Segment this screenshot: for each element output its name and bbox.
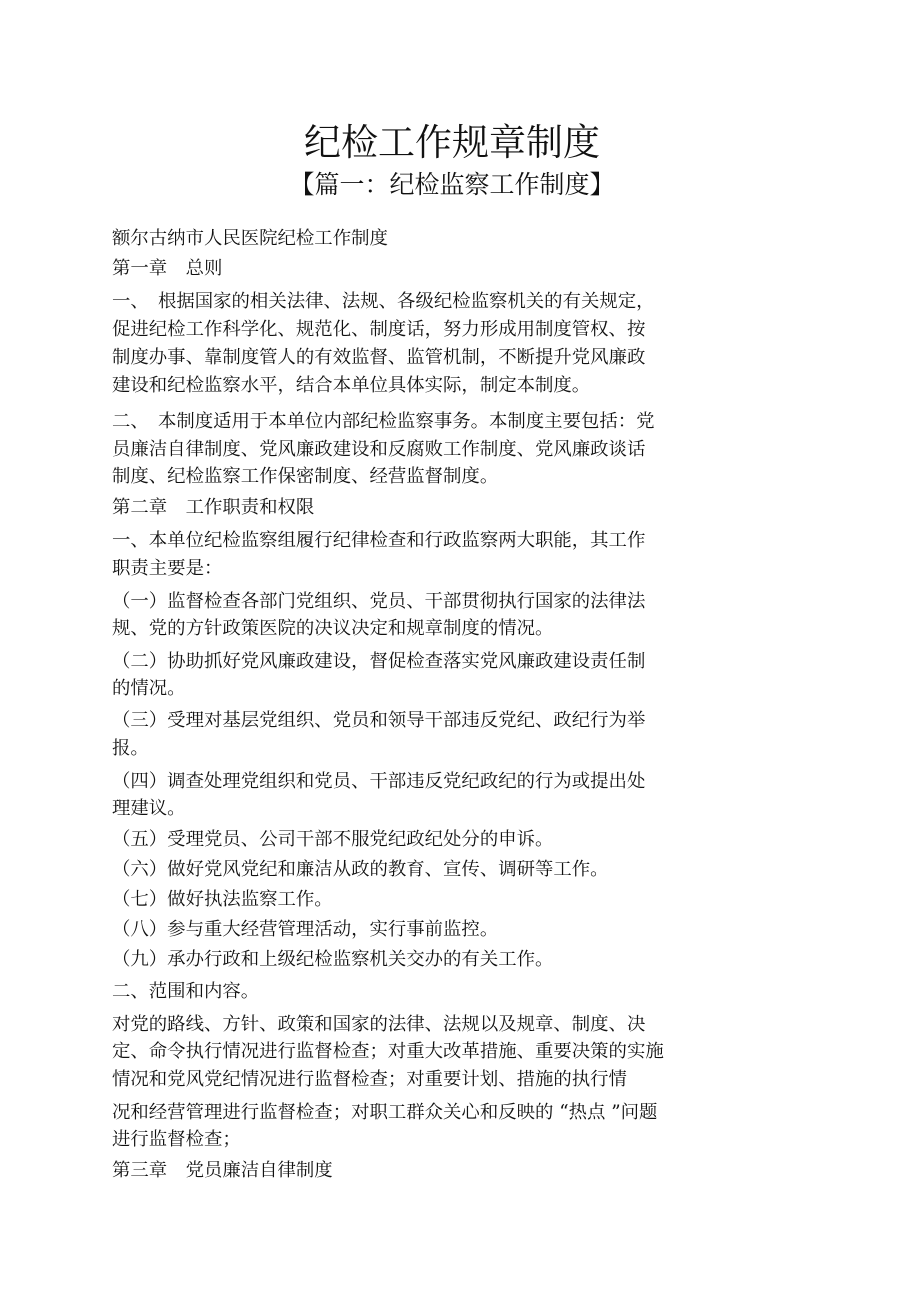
paragraph-line: 一、本单位纪检监察组履行纪律检查和行政监察两大职能，其工作	[112, 530, 646, 551]
paragraph-line: 况和经营管理进行监督检查；对职工群众关心和反映的 “热点 ”问题	[112, 1102, 658, 1123]
list-item-line: （五）受理党员、公司干部不服党纪政纪处分的申诉。	[112, 829, 554, 850]
list-item-line: 理建议。	[112, 798, 186, 819]
paragraph-line: 员廉洁自律制度、党风廉政建设和反腐败工作制度、党风廉政谈话	[112, 439, 646, 460]
document-title: 纪检工作规章制度	[304, 121, 600, 164]
section-heading: 二、范围和内容。	[112, 981, 260, 1002]
list-item-line: （三）受理对基层党组织、党员和领导干部违反党纪、政纪行为举	[112, 710, 646, 731]
chapter-heading: 第二章 工作职责和权限	[112, 497, 315, 518]
list-item-line: （九）承办行政和上级纪检监察机关交办的有关工作。	[112, 949, 554, 970]
org-heading: 额尔古纳市人民医院纪检工作制度	[112, 228, 388, 249]
list-item-line: 的情况。	[112, 678, 186, 699]
paragraph-line: 进行监督检查；	[112, 1129, 241, 1150]
list-item-line: （一）监督检查各部门党组织、党员、干部贯彻执行国家的法律法	[112, 591, 646, 612]
paragraph-line: 二、 本制度适用于本单位内部纪检监察事务。本制度主要包括：党	[112, 411, 655, 432]
paragraph-line: 职责主要是：	[112, 558, 223, 579]
paragraph-line: 促进纪检工作科学化、规范化、制度话，努力形成用制度管权、按	[112, 319, 646, 340]
paragraph-line: 建设和纪检监察水平，结合本单位具体实际，制定本制度。	[112, 375, 591, 396]
list-item-line: 规、党的方针政策医院的决议决定和规章制度的情况。	[112, 618, 554, 639]
paragraph-line: 一、 根据国家的相关法律、法规、各级纪检监察机关的有关规定，	[112, 291, 655, 312]
paragraph-line: 制度办事、靠制度管人的有效监督、监管机制，不断提升党风廉政	[112, 347, 646, 368]
chapter-heading: 第一章 总则	[112, 258, 223, 279]
list-item-line: （四）调查处理党组织和党员、干部违反党纪政纪的行为或提出处	[112, 771, 646, 792]
paragraph-line: 制度、纪检监察工作保密制度、经营监督制度。	[112, 466, 499, 487]
list-item-line: （八）参与重大经营管理活动，实行事前监控。	[112, 919, 499, 940]
list-item-line: 报。	[112, 738, 149, 759]
paragraph-line: 对党的路线、方针、政策和国家的法律、法规以及规章、制度、决	[112, 1014, 646, 1035]
list-item-line: （二）协助抓好党风廉政建设，督促检查落实党风廉政建设责任制	[112, 651, 646, 672]
document-subtitle: 【篇一：纪检监察工作制度】	[289, 170, 615, 199]
paragraph-line: 定、命令执行情况进行监督检查；对重大改革措施、重要决策的实施	[112, 1041, 664, 1062]
chapter-heading: 第三章 党员廉洁自律制度	[112, 1160, 333, 1181]
paragraph-line: 情况和党风党纪情况进行监督检查；对重要计划、措施的执行情	[112, 1069, 627, 1090]
list-item-line: （七）做好执法监察工作。	[112, 889, 333, 910]
list-item-line: （六）做好党风党纪和廉洁从政的教育、宣传、调研等工作。	[112, 859, 609, 880]
